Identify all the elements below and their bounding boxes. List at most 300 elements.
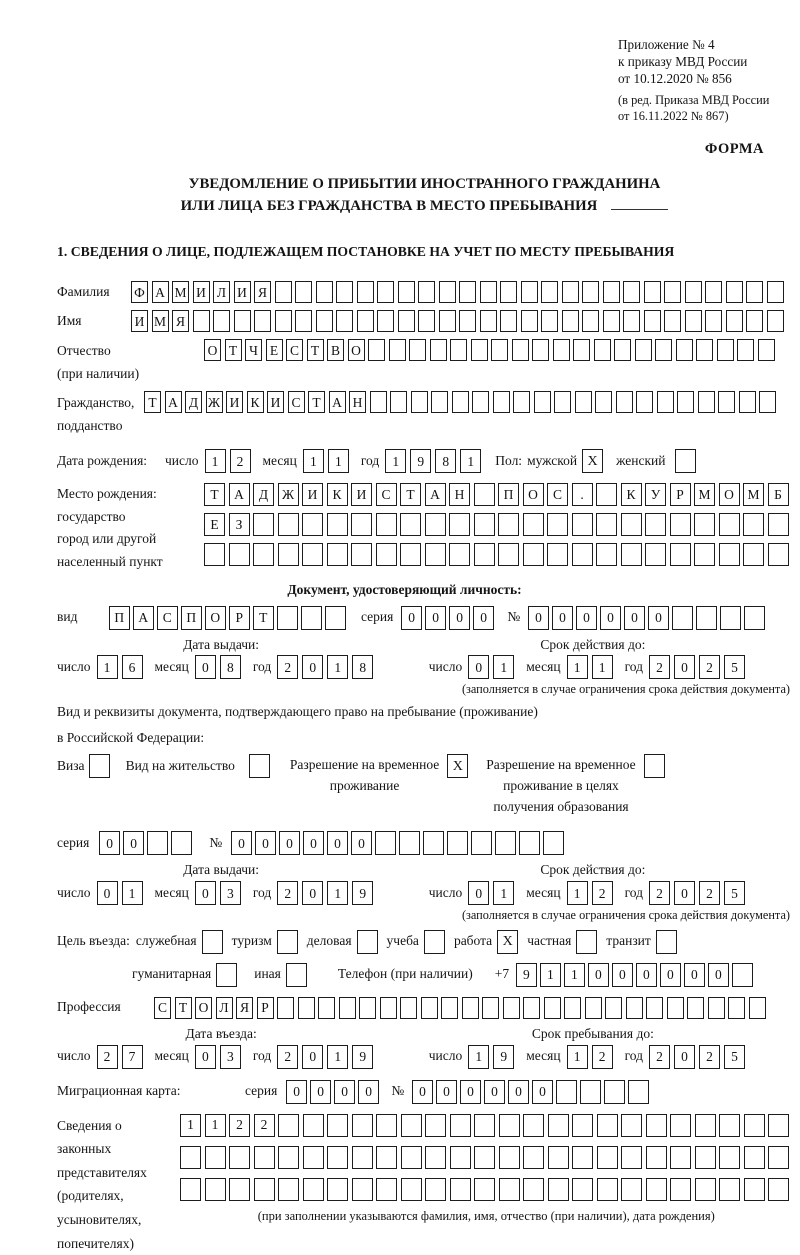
cell[interactable] <box>512 339 529 361</box>
cell[interactable] <box>739 391 756 413</box>
cell[interactable] <box>474 1178 495 1201</box>
month-cells[interactable] <box>195 655 245 679</box>
cell[interactable] <box>480 281 497 303</box>
year-cells[interactable] <box>385 449 485 473</box>
cell[interactable] <box>205 1178 226 1201</box>
cell[interactable] <box>278 513 299 536</box>
cell[interactable] <box>646 1114 667 1137</box>
cell[interactable] <box>277 997 294 1019</box>
cell[interactable]: Е <box>266 339 283 361</box>
cell[interactable] <box>575 391 592 413</box>
cell[interactable]: М <box>172 281 189 303</box>
cell[interactable] <box>523 543 544 566</box>
cell[interactable]: С <box>154 997 171 1019</box>
year-cells[interactable] <box>277 881 377 905</box>
cell[interactable] <box>543 831 564 855</box>
cell[interactable]: П <box>498 483 519 506</box>
cell[interactable] <box>398 281 415 303</box>
cell[interactable]: 0 <box>468 881 489 905</box>
cell[interactable] <box>498 513 519 536</box>
cell[interactable]: 9 <box>516 963 537 987</box>
cell[interactable] <box>254 1178 275 1201</box>
cell[interactable] <box>275 281 292 303</box>
cell[interactable] <box>603 310 620 332</box>
cell[interactable]: П <box>109 606 130 630</box>
cell[interactable]: Т <box>400 483 421 506</box>
cell[interactable] <box>400 543 421 566</box>
cell[interactable]: 2 <box>97 1045 118 1069</box>
cell[interactable] <box>500 281 517 303</box>
cell[interactable] <box>336 281 353 303</box>
cell[interactable] <box>399 831 420 855</box>
cell[interactable]: И <box>131 310 148 332</box>
cell[interactable] <box>677 391 694 413</box>
cell[interactable] <box>425 1146 446 1169</box>
cell[interactable] <box>657 391 674 413</box>
cell[interactable] <box>500 310 517 332</box>
cell[interactable] <box>621 1178 642 1201</box>
cell[interactable] <box>523 1114 544 1137</box>
cell[interactable] <box>425 513 446 536</box>
cell[interactable]: 1 <box>567 881 588 905</box>
cell[interactable]: 0 <box>588 963 609 987</box>
cell[interactable] <box>572 1114 593 1137</box>
cell[interactable] <box>401 1114 422 1137</box>
cell[interactable] <box>411 391 428 413</box>
cell[interactable]: У <box>645 483 666 506</box>
cell[interactable] <box>450 339 467 361</box>
cell[interactable] <box>646 1178 667 1201</box>
day-cells[interactable] <box>468 881 518 905</box>
cell[interactable]: 8 <box>435 449 456 473</box>
cell[interactable]: Ж <box>278 483 299 506</box>
cell[interactable] <box>621 543 642 566</box>
cell[interactable] <box>180 1146 201 1169</box>
cell[interactable]: 0 <box>302 1045 323 1069</box>
cell[interactable] <box>562 281 579 303</box>
cell[interactable]: О <box>204 339 221 361</box>
day-cells[interactable] <box>468 1045 518 1069</box>
cell[interactable]: 1 <box>460 449 481 473</box>
cell[interactable] <box>295 310 312 332</box>
cell[interactable] <box>301 606 322 630</box>
stay-until-field[interactable] <box>429 1045 757 1069</box>
cell[interactable]: К <box>327 483 348 506</box>
cell[interactable]: Ч <box>245 339 262 361</box>
cell[interactable]: Т <box>175 997 192 1019</box>
cell[interactable]: Я <box>254 281 271 303</box>
cell[interactable] <box>278 543 299 566</box>
cell[interactable]: 0 <box>99 831 120 855</box>
cell[interactable] <box>696 339 713 361</box>
cell[interactable] <box>616 391 633 413</box>
cell[interactable]: 0 <box>401 606 422 630</box>
birth-place-row2[interactable] <box>204 513 792 536</box>
cell[interactable] <box>275 310 292 332</box>
cell[interactable] <box>597 1114 618 1137</box>
cell[interactable]: 0 <box>255 831 276 855</box>
cell[interactable]: С <box>547 483 568 506</box>
sex-male-checkbox[interactable]: X <box>582 449 603 473</box>
cell[interactable]: Р <box>670 483 691 506</box>
cell[interactable] <box>737 339 754 361</box>
cell[interactable]: Д <box>253 483 274 506</box>
cell[interactable] <box>759 391 776 413</box>
cell[interactable] <box>623 310 640 332</box>
month-cells[interactable] <box>567 1045 617 1069</box>
cell[interactable] <box>513 391 530 413</box>
cell[interactable]: 0 <box>449 606 470 630</box>
cell[interactable]: 0 <box>468 655 489 679</box>
cell[interactable] <box>597 1146 618 1169</box>
cell[interactable]: 0 <box>310 1080 331 1104</box>
cell[interactable] <box>425 1178 446 1201</box>
migration-number-field[interactable] <box>412 1080 652 1104</box>
cell[interactable] <box>572 513 593 536</box>
cell[interactable] <box>768 543 789 566</box>
cell[interactable] <box>452 391 469 413</box>
cell[interactable]: 2 <box>649 655 670 679</box>
cell[interactable] <box>418 310 435 332</box>
cell[interactable]: О <box>195 997 212 1019</box>
cell[interactable]: 3 <box>220 881 241 905</box>
cell[interactable] <box>694 543 715 566</box>
cell[interactable] <box>421 997 438 1019</box>
cell[interactable] <box>351 513 372 536</box>
cell[interactable]: 0 <box>648 606 669 630</box>
cell[interactable] <box>390 391 407 413</box>
cell[interactable] <box>626 997 643 1019</box>
cell[interactable] <box>621 513 642 536</box>
cell[interactable] <box>628 1080 649 1104</box>
cell[interactable] <box>548 1146 569 1169</box>
cell[interactable] <box>459 281 476 303</box>
cell[interactable]: 0 <box>303 831 324 855</box>
cell[interactable]: 2 <box>699 881 720 905</box>
cell[interactable] <box>401 1178 422 1201</box>
cell[interactable]: 1 <box>564 963 585 987</box>
cell[interactable] <box>603 281 620 303</box>
cell[interactable]: П <box>181 606 202 630</box>
cell[interactable]: 0 <box>334 1080 355 1104</box>
cell[interactable] <box>352 1146 373 1169</box>
cell[interactable]: 0 <box>674 1045 695 1069</box>
cell[interactable]: Д <box>185 391 202 413</box>
cell[interactable] <box>623 281 640 303</box>
cell[interactable] <box>376 543 397 566</box>
cell[interactable] <box>541 281 558 303</box>
cell[interactable]: 0 <box>684 963 705 987</box>
cell[interactable]: 0 <box>412 1080 433 1104</box>
cell[interactable] <box>336 310 353 332</box>
cell[interactable] <box>547 513 568 536</box>
cell[interactable] <box>180 1178 201 1201</box>
cell[interactable]: 1 <box>327 881 348 905</box>
cell[interactable] <box>645 543 666 566</box>
cell[interactable] <box>254 1146 275 1169</box>
cell[interactable] <box>636 391 653 413</box>
cell[interactable]: О <box>205 606 226 630</box>
cell[interactable] <box>548 1114 569 1137</box>
cell[interactable] <box>357 281 374 303</box>
cell[interactable]: Я <box>236 997 253 1019</box>
cell[interactable] <box>398 310 415 332</box>
cell[interactable] <box>573 339 590 361</box>
cell[interactable] <box>278 1146 299 1169</box>
cell[interactable]: 1 <box>97 655 118 679</box>
cell[interactable]: 1 <box>567 1045 588 1069</box>
cell[interactable] <box>450 1146 471 1169</box>
cell[interactable] <box>418 281 435 303</box>
cell[interactable]: 0 <box>674 881 695 905</box>
cell[interactable] <box>327 513 348 536</box>
cell[interactable]: З <box>229 513 250 536</box>
cell[interactable]: 1 <box>567 655 588 679</box>
cell[interactable] <box>645 513 666 536</box>
cell[interactable]: 0 <box>302 881 323 905</box>
cell[interactable]: И <box>226 391 243 413</box>
cell[interactable] <box>768 1178 789 1201</box>
cell[interactable] <box>717 339 734 361</box>
cell[interactable]: 2 <box>649 881 670 905</box>
cell[interactable] <box>726 281 743 303</box>
cell[interactable]: 2 <box>699 655 720 679</box>
cell[interactable] <box>474 1146 495 1169</box>
cell[interactable]: Т <box>307 339 324 361</box>
cell[interactable] <box>596 483 617 506</box>
cell[interactable]: 2 <box>699 1045 720 1069</box>
cell[interactable]: 0 <box>528 606 549 630</box>
cell[interactable] <box>696 606 717 630</box>
cell[interactable] <box>439 281 456 303</box>
cell[interactable] <box>695 1146 716 1169</box>
guardians-row2[interactable] <box>180 1146 793 1169</box>
cell[interactable] <box>556 1080 577 1104</box>
purpose-humanitarian-checkbox[interactable] <box>216 963 237 987</box>
cell[interactable] <box>229 1146 250 1169</box>
cell[interactable]: И <box>351 483 372 506</box>
cell[interactable] <box>316 310 333 332</box>
cell[interactable] <box>655 339 672 361</box>
cell[interactable] <box>670 1178 691 1201</box>
cell[interactable] <box>277 606 298 630</box>
cell[interactable] <box>695 1114 716 1137</box>
cell[interactable] <box>474 1114 495 1137</box>
cell[interactable] <box>400 997 417 1019</box>
cell[interactable]: 0 <box>674 655 695 679</box>
cell[interactable] <box>743 513 764 536</box>
month-cells[interactable] <box>195 881 245 905</box>
cell[interactable]: 0 <box>231 831 252 855</box>
cell[interactable] <box>431 391 448 413</box>
cell[interactable] <box>644 310 661 332</box>
cell[interactable]: 9 <box>352 1045 373 1069</box>
cell[interactable] <box>327 1178 348 1201</box>
cell[interactable]: 0 <box>97 881 118 905</box>
cell[interactable] <box>523 513 544 536</box>
cell[interactable] <box>499 1178 520 1201</box>
cell[interactable] <box>635 339 652 361</box>
cell[interactable] <box>644 281 661 303</box>
cell[interactable]: 0 <box>660 963 681 987</box>
cell[interactable] <box>447 831 468 855</box>
entry-date-field[interactable] <box>57 1045 385 1069</box>
cell[interactable] <box>728 997 745 1019</box>
cell[interactable] <box>596 513 617 536</box>
cell[interactable] <box>303 1114 324 1137</box>
cell[interactable] <box>719 513 740 536</box>
cell[interactable]: М <box>743 483 764 506</box>
cell[interactable]: Т <box>308 391 325 413</box>
cell[interactable] <box>687 997 704 1019</box>
cell[interactable] <box>499 1114 520 1137</box>
cell[interactable]: О <box>348 339 365 361</box>
cell[interactable] <box>204 543 225 566</box>
cell[interactable]: 1 <box>205 449 226 473</box>
doc-kind-field[interactable] <box>109 606 349 630</box>
given-name-field[interactable] <box>131 310 787 332</box>
cell[interactable] <box>205 1146 226 1169</box>
month-cells[interactable] <box>195 1045 245 1069</box>
month-cells[interactable] <box>303 449 353 473</box>
cell[interactable] <box>719 1146 740 1169</box>
month-cells[interactable] <box>567 881 617 905</box>
cell[interactable] <box>597 1178 618 1201</box>
cell[interactable]: Р <box>229 606 250 630</box>
cell[interactable] <box>253 543 274 566</box>
cell[interactable]: 0 <box>708 963 729 987</box>
year-cells[interactable] <box>277 1045 377 1069</box>
cell[interactable] <box>534 391 551 413</box>
cell[interactable]: Л <box>213 281 230 303</box>
cell[interactable]: В <box>327 339 344 361</box>
cell[interactable] <box>380 997 397 1019</box>
cell[interactable] <box>523 997 540 1019</box>
cell[interactable] <box>495 831 516 855</box>
cell[interactable] <box>580 1080 601 1104</box>
cell[interactable] <box>498 543 519 566</box>
cell[interactable] <box>670 1146 691 1169</box>
cell[interactable]: 0 <box>612 963 633 987</box>
cell[interactable] <box>519 831 540 855</box>
cell[interactable] <box>471 339 488 361</box>
cell[interactable]: А <box>329 391 346 413</box>
cell[interactable]: О <box>523 483 544 506</box>
cell[interactable] <box>400 513 421 536</box>
cell[interactable] <box>746 281 763 303</box>
cell[interactable] <box>253 513 274 536</box>
cell[interactable] <box>482 997 499 1019</box>
cell[interactable]: . <box>572 483 593 506</box>
cell[interactable] <box>352 1178 373 1201</box>
cell[interactable] <box>441 997 458 1019</box>
cell[interactable] <box>351 543 372 566</box>
cell[interactable] <box>554 391 571 413</box>
cell[interactable] <box>572 1178 593 1201</box>
cell[interactable] <box>474 543 495 566</box>
cell[interactable] <box>213 310 230 332</box>
cell[interactable] <box>439 310 456 332</box>
cell[interactable] <box>664 281 681 303</box>
day-cells[interactable] <box>468 655 518 679</box>
cell[interactable]: И <box>234 281 251 303</box>
cell[interactable] <box>523 1146 544 1169</box>
temp-residence-checkbox[interactable]: X <box>447 754 468 778</box>
cell[interactable]: 2 <box>277 655 298 679</box>
temp-residence-education-checkbox[interactable] <box>644 754 665 778</box>
sex-female-checkbox[interactable] <box>675 449 696 473</box>
cell[interactable]: 9 <box>493 1045 514 1069</box>
cell[interactable]: М <box>694 483 715 506</box>
cell[interactable] <box>732 963 753 987</box>
cell[interactable] <box>450 1114 471 1137</box>
cell[interactable] <box>646 1146 667 1169</box>
cell[interactable] <box>746 310 763 332</box>
cell[interactable] <box>749 997 766 1019</box>
cell[interactable]: 0 <box>600 606 621 630</box>
cell[interactable] <box>229 543 250 566</box>
cell[interactable]: И <box>193 281 210 303</box>
cell[interactable] <box>705 281 722 303</box>
cell[interactable] <box>474 513 495 536</box>
cell[interactable] <box>376 1178 397 1201</box>
cell[interactable] <box>449 513 470 536</box>
cell[interactable] <box>698 391 715 413</box>
cell[interactable] <box>352 1114 373 1137</box>
cell[interactable]: 2 <box>649 1045 670 1069</box>
cell[interactable] <box>595 391 612 413</box>
citizenship-field[interactable] <box>144 391 780 413</box>
cell[interactable] <box>523 1178 544 1201</box>
cell[interactable]: 0 <box>351 831 372 855</box>
cell[interactable]: 1 <box>493 655 514 679</box>
purpose-other-checkbox[interactable] <box>286 963 307 987</box>
cell[interactable] <box>459 310 476 332</box>
cell[interactable] <box>376 513 397 536</box>
cell[interactable]: 0 <box>460 1080 481 1104</box>
surname-field[interactable] <box>131 281 787 303</box>
cell[interactable] <box>521 281 538 303</box>
cell[interactable] <box>295 281 312 303</box>
cell[interactable]: А <box>133 606 154 630</box>
cell[interactable]: Т <box>144 391 161 413</box>
purpose-tourism-checkbox[interactable] <box>277 930 298 954</box>
cell[interactable] <box>449 543 470 566</box>
cell[interactable]: 0 <box>279 831 300 855</box>
patronymic-field[interactable] <box>204 339 778 361</box>
cell[interactable] <box>672 606 693 630</box>
cell[interactable] <box>425 1114 446 1137</box>
cell[interactable]: 2 <box>254 1114 275 1137</box>
cell[interactable] <box>667 997 684 1019</box>
cell[interactable] <box>532 339 549 361</box>
cell[interactable] <box>758 339 775 361</box>
cell[interactable]: 9 <box>352 881 373 905</box>
cell[interactable]: М <box>152 310 169 332</box>
cell[interactable] <box>562 310 579 332</box>
cell[interactable] <box>768 1114 789 1137</box>
cell[interactable]: 0 <box>195 1045 216 1069</box>
cell[interactable] <box>744 606 765 630</box>
cell[interactable] <box>564 997 581 1019</box>
day-cells[interactable] <box>205 449 255 473</box>
cell[interactable] <box>370 391 387 413</box>
cell[interactable] <box>298 997 315 1019</box>
cell[interactable] <box>193 310 210 332</box>
cell[interactable] <box>450 1178 471 1201</box>
cell[interactable] <box>605 997 622 1019</box>
cell[interactable] <box>480 310 497 332</box>
